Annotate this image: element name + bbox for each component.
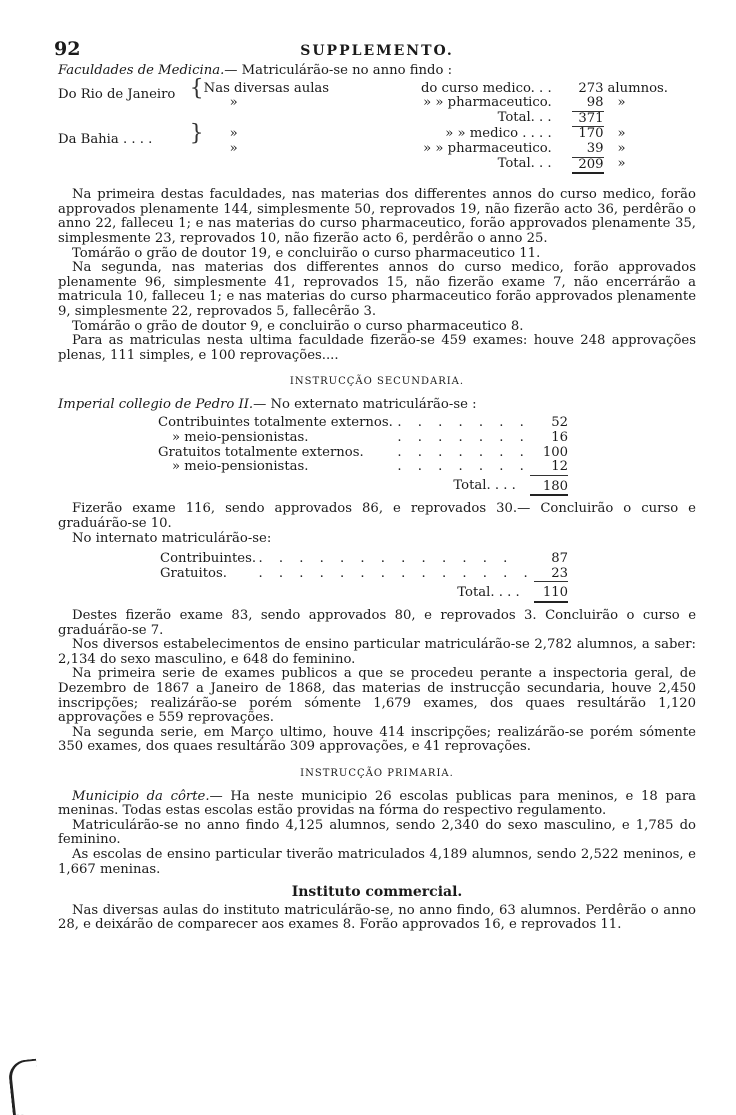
secondary-intro-text: — No externato matriculárão-se : [253, 396, 477, 412]
paragraph: Tomárão o grão de doutor 9, e concluirão o curso pharmaceutico 8. [72, 318, 524, 334]
row-leader-dots: . . . . . . . . . . . . . . [258, 565, 534, 581]
primary-intro [58, 790, 696, 819]
row-value: 98 [586, 95, 604, 111]
section-heading-commercial: Instituto commercial. [291, 884, 463, 901]
paragraph: Tomárão o grão de doutor 19, e concluirão o curso pharmaceutico 11. [72, 245, 541, 261]
row-value: 100 [542, 444, 568, 460]
table-row [58, 82, 668, 97]
row-label: Gratuitos. [160, 565, 227, 581]
total-label: Total. . . . [457, 584, 520, 600]
paragraph: Na segunda serie, em Março ultimo, houve 414 inscripções; realizárão-se porém sómente 350 exames, dos quaes resultárão 309 approvações, e 41 reprovações. [58, 724, 696, 755]
row-col1: » [229, 140, 238, 156]
medicine-intro-italic: Faculdades de Medicina. [58, 63, 225, 78]
paragraph: Fizerão exame 116, sendo approvados 86, e reprovados 30.— Concluirão o curso e graduárão-se 10. [58, 501, 696, 532]
row-leader-dots: . . . . . . . [397, 430, 530, 446]
row-leader-dots: . . . . . . . [397, 459, 530, 475]
paragraph: Nos diversos estabelecimentos de ensino particular matriculárão-se 2,782 alumnos, a saber: 2,134 do sexo masculino, e 648 do feminino. [58, 637, 696, 667]
row-label: » meio-pensionistas. [172, 430, 309, 446]
table-total-row [58, 111, 668, 127]
row-value: 273 [578, 80, 604, 96]
paragraph: Na primeira destas faculdades, nas materias dos differentes annos do curso medico, forão approvados plenamente 144, simplesmente 50, reprovados 19, não fizerão acto 36, perdêrão o anno 22, falleceu 1; e nas materias do curso pharmaceutico, forão approvados plenamente 35, simplesmente 23, reprovados 10, não fizerão acto 6, perdêrão o anno 25. [58, 187, 696, 246]
table-row [160, 552, 568, 567]
total-label: Total. . . . [453, 478, 516, 494]
total-value: 180 [530, 475, 568, 495]
row-unit: » [617, 140, 626, 156]
paragraph: As escolas de ensino particular tiverão matriculados 4,189 alumnos, sendo 2,522 meninos, e 1,667 meninas. [58, 846, 696, 877]
row-col1: » [229, 95, 238, 111]
section-heading-primary: INSTRUCÇÃO PRIMARIA. [300, 767, 454, 779]
section-heading-secondary: INSTRUCÇÃO SECUNDARIA. [289, 376, 465, 388]
brace-icon: } [189, 120, 204, 146]
paragraph: Para as matriculas nesta ultima faculdade fizerão-se 459 exames: houve 248 approvações plenas, 111 simples, e 100 reprovações.... [58, 333, 696, 363]
row-col2: do curso medico. . . [420, 80, 552, 96]
medicine-intro-text: — Matriculárão-se no anno findo : [224, 63, 453, 78]
row-leader-dots: . . . . . . . [397, 444, 530, 460]
total-value: 209 [572, 157, 604, 173]
row-unit: alumnos. [607, 80, 668, 96]
page-edge-mark [7, 1059, 41, 1115]
table-row [158, 416, 568, 431]
page-number: 92 [54, 38, 81, 60]
row-col2: » » pharmaceutico. [423, 140, 552, 156]
row-value: 170 [572, 127, 604, 142]
row-unit: » [617, 125, 626, 141]
row-col2: » » pharmaceutico. [423, 95, 552, 111]
document-page [54, 38, 696, 933]
internato-table [160, 552, 568, 603]
row-value: 39 [586, 140, 604, 156]
primary-intro-text: — Ha neste municipio 26 escolas publicas para meninos, e 18 para meninas. Todas estas escolas estão providas na fórma do respectivo regulamento. [58, 788, 696, 819]
table-total-row [160, 582, 568, 602]
row-value: 12 [551, 459, 568, 475]
row-unit: » [617, 95, 626, 111]
total-label: Total. . . [497, 156, 552, 172]
paragraph: Destes fizerão exame 83, sendo approvados 80, e reprovados 3. Concluirão o curso e graduárão-se 7. [58, 608, 696, 638]
row-label: Gratuitos totalmente externos. [158, 444, 364, 460]
row-value: 87 [551, 551, 568, 567]
row-unit: » [617, 156, 626, 172]
total-label: Total. . . [497, 110, 552, 126]
row-col1: Nas diversas aulas [203, 80, 330, 96]
secondary-intro [58, 398, 696, 413]
medicine-intro [58, 64, 696, 79]
row-col1: » [229, 125, 238, 141]
table-row [158, 460, 568, 475]
table-total-row [158, 475, 568, 495]
row-value: 52 [551, 415, 568, 431]
row-label: » meio-pensionistas. [172, 459, 309, 475]
brace-icon: { [189, 75, 204, 101]
rio-label: Do Rio de Janeiro [58, 86, 176, 102]
primary-intro-italic: Municipio da côrte. [72, 788, 210, 804]
bahia-label: Da Bahia . . . . [58, 131, 153, 147]
table-row [158, 446, 568, 461]
paragraph: Matriculárão-se no anno findo 4,125 alumnos, sendo 2,340 do sexo masculino, e 1,785 do feminino. [58, 817, 696, 848]
paragraph: Na segunda, nas materias dos differentes annos do curso medico, forão approvados plenamente 96, simplesmente 41, reprovados 15, não fizerão exame 7, não encerrárão a matricula 10, falleceu 1; e nas materias do curso pharmaceutico forão approvados plenamente 9, simplesmente 22, reprovados 5, fallecêrão 3. [58, 260, 696, 319]
table-row [158, 431, 568, 446]
row-label: Contribuintes. [160, 551, 257, 567]
row-label: Contribuintes totalmente externos. [158, 415, 393, 431]
table-total-row [58, 157, 668, 173]
table-row [160, 567, 568, 582]
internato-intro: No internato matriculárão-se: [72, 530, 272, 546]
page-header [54, 38, 696, 62]
row-value: 16 [551, 430, 568, 446]
running-title: SUPPLEMENTO. [300, 43, 454, 59]
paragraph: Na primeira serie de exames publicos a que se procedeu perante a inspectoria geral, de Dezembro de 1867 a Janeiro de 1868, das materias de instrucção secundaria, houve 2,450 inscripções; realizárão-se porém sómente 1,679 exames, dos quaes resultárão 1,120 approvações e 559 reprovações. [58, 666, 696, 726]
medicine-enrolment-table [58, 75, 668, 175]
externato-table [158, 416, 568, 496]
row-value: 23 [551, 565, 568, 581]
total-value: 110 [534, 582, 568, 602]
table-row [58, 127, 668, 142]
paragraph: Nas diversas aulas do instituto matriculárão-se, no anno findo, 63 alumnos. Perdêrão o anno 28, e deixárão de comparecer aos exames 8. Forão approvados 16, e reprovados 11. [58, 902, 696, 933]
row-leader-dots: . . . . . . . . . . . . . [258, 551, 514, 567]
total-value: 371 [572, 111, 604, 127]
row-col2: » » medico . . . . [445, 125, 552, 141]
row-leader-dots: . . . . . . . [397, 415, 530, 431]
secondary-intro-italic: Imperial collegio de Pedro II. [58, 396, 254, 412]
